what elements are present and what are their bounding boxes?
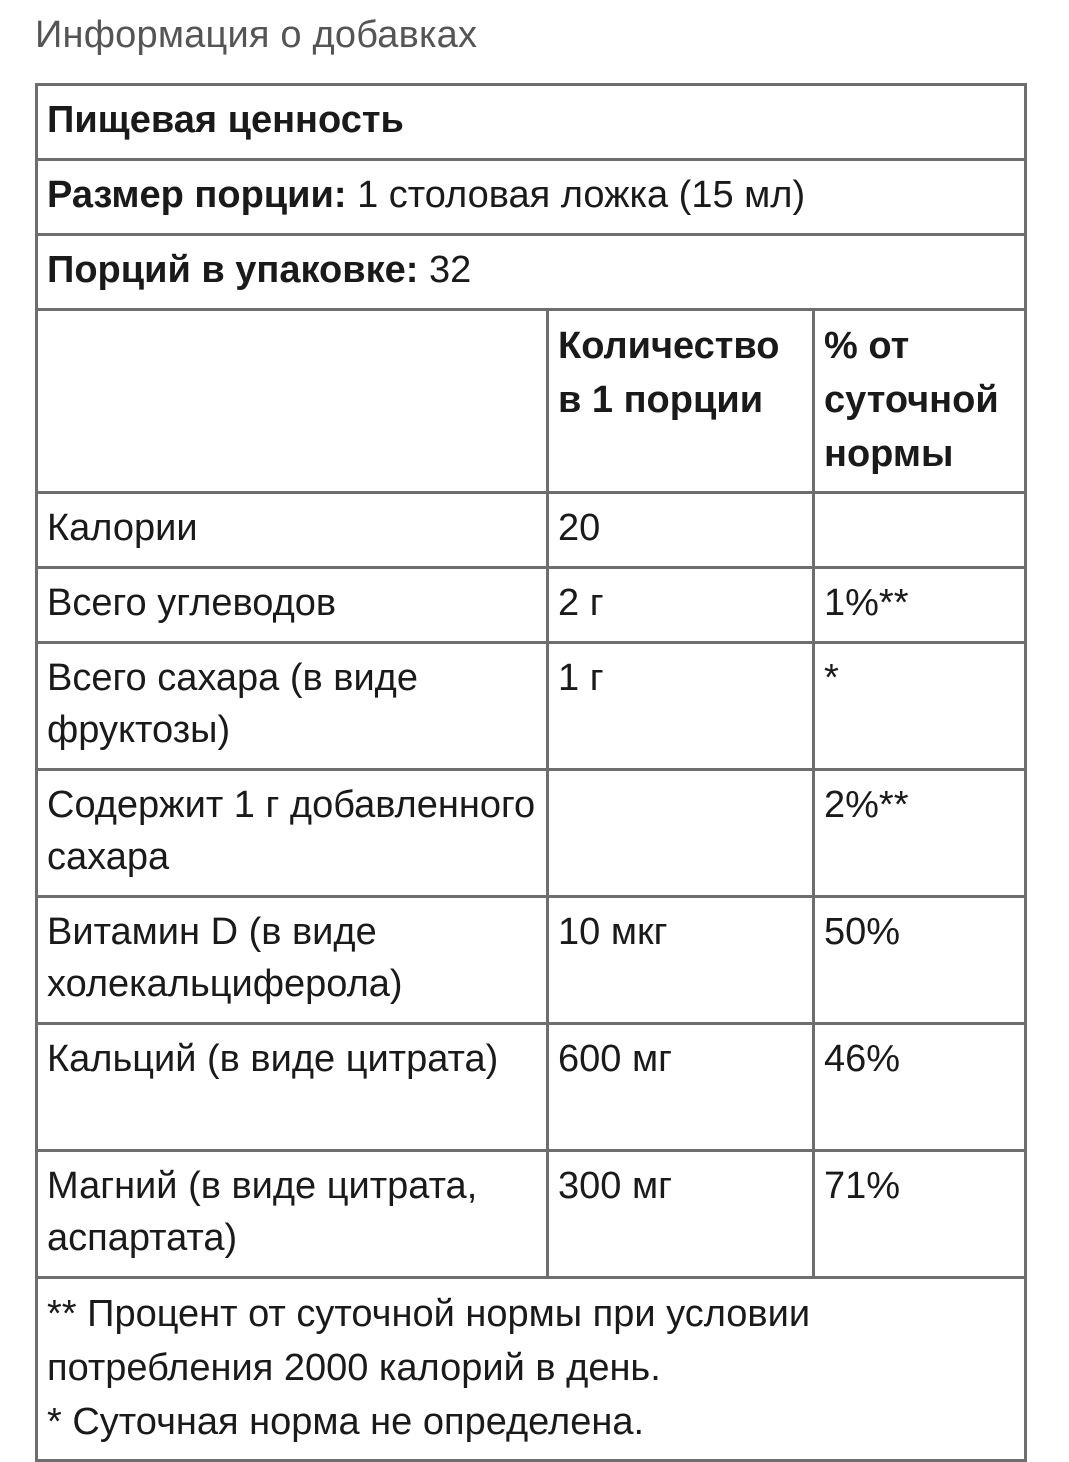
footnote-double-star: ** Процент от суточной нормы при условии потребления 2000 калорий в день. (47, 1293, 811, 1389)
nutrient-name: Всего сахара (в виде фруктозы) (37, 643, 548, 770)
column-header-amount (548, 310, 814, 493)
nutrient-dv: 50% (814, 897, 1026, 1024)
nutrient-name: Кальций (в виде цитрата) (37, 1024, 548, 1151)
footnotes-cell (37, 1278, 1026, 1461)
table-row (37, 897, 1026, 1024)
nutrient-amount: 2 г (548, 568, 814, 643)
nutrient-amount (548, 770, 814, 897)
facts-title-row (37, 85, 1026, 160)
nutrient-amount: 20 (548, 493, 814, 568)
dv-header-line2: суточной (824, 379, 999, 421)
servings-label: Порций в упаковке: (47, 249, 419, 291)
column-header-empty (37, 310, 548, 493)
nutrient-name: Содержит 1 г добавленного сахара (37, 770, 548, 897)
nutrient-amount: 600 мг (548, 1024, 814, 1151)
nutrient-name: Всего углеводов (37, 568, 548, 643)
footnotes-row (37, 1278, 1026, 1461)
page-title: Информация о добавках (35, 14, 478, 56)
amount-header-line1: Количество (558, 325, 780, 367)
column-header-dv (814, 310, 1026, 493)
nutrient-dv: * (814, 643, 1026, 770)
dv-header-line1: % от (824, 325, 910, 367)
nutrient-amount: 300 мг (548, 1151, 814, 1278)
facts-title: Пищевая ценность (37, 85, 1026, 160)
nutrient-dv: 46% (814, 1024, 1026, 1151)
nutrient-dv: 2%** (814, 770, 1026, 897)
serving-size-value: 1 столовая ложка (15 мл) (357, 174, 806, 216)
serving-size-cell (37, 160, 1026, 235)
nutrient-dv: 71% (814, 1151, 1026, 1278)
amount-header-line2: в 1 порции (558, 379, 764, 421)
servings-cell (37, 235, 1026, 310)
nutrient-dv (814, 493, 1026, 568)
table-row (37, 493, 1026, 568)
column-header-row (37, 310, 1026, 493)
servings-per-container-row (37, 235, 1026, 310)
supplement-facts-table (35, 83, 1027, 1462)
nutrient-name: Калории (37, 493, 548, 568)
footnote-single-star: * Суточная норма не определена. (47, 1401, 645, 1443)
table-row (37, 1024, 1026, 1151)
nutrient-amount: 10 мкг (548, 897, 814, 1024)
serving-size-label: Размер порции: (47, 174, 347, 216)
table-row (37, 1151, 1026, 1278)
serving-size-row (37, 160, 1026, 235)
table-row (37, 568, 1026, 643)
dv-header-line3: нормы (824, 433, 954, 475)
nutrient-amount: 1 г (548, 643, 814, 770)
nutrient-name: Витамин D (в виде холекальциферола) (37, 897, 548, 1024)
servings-value: 32 (428, 249, 472, 291)
table-row (37, 770, 1026, 897)
table-row (37, 643, 1026, 770)
nutrient-name: Магний (в виде цитрата, аспартата) (37, 1151, 548, 1278)
nutrient-dv: 1%** (814, 568, 1026, 643)
